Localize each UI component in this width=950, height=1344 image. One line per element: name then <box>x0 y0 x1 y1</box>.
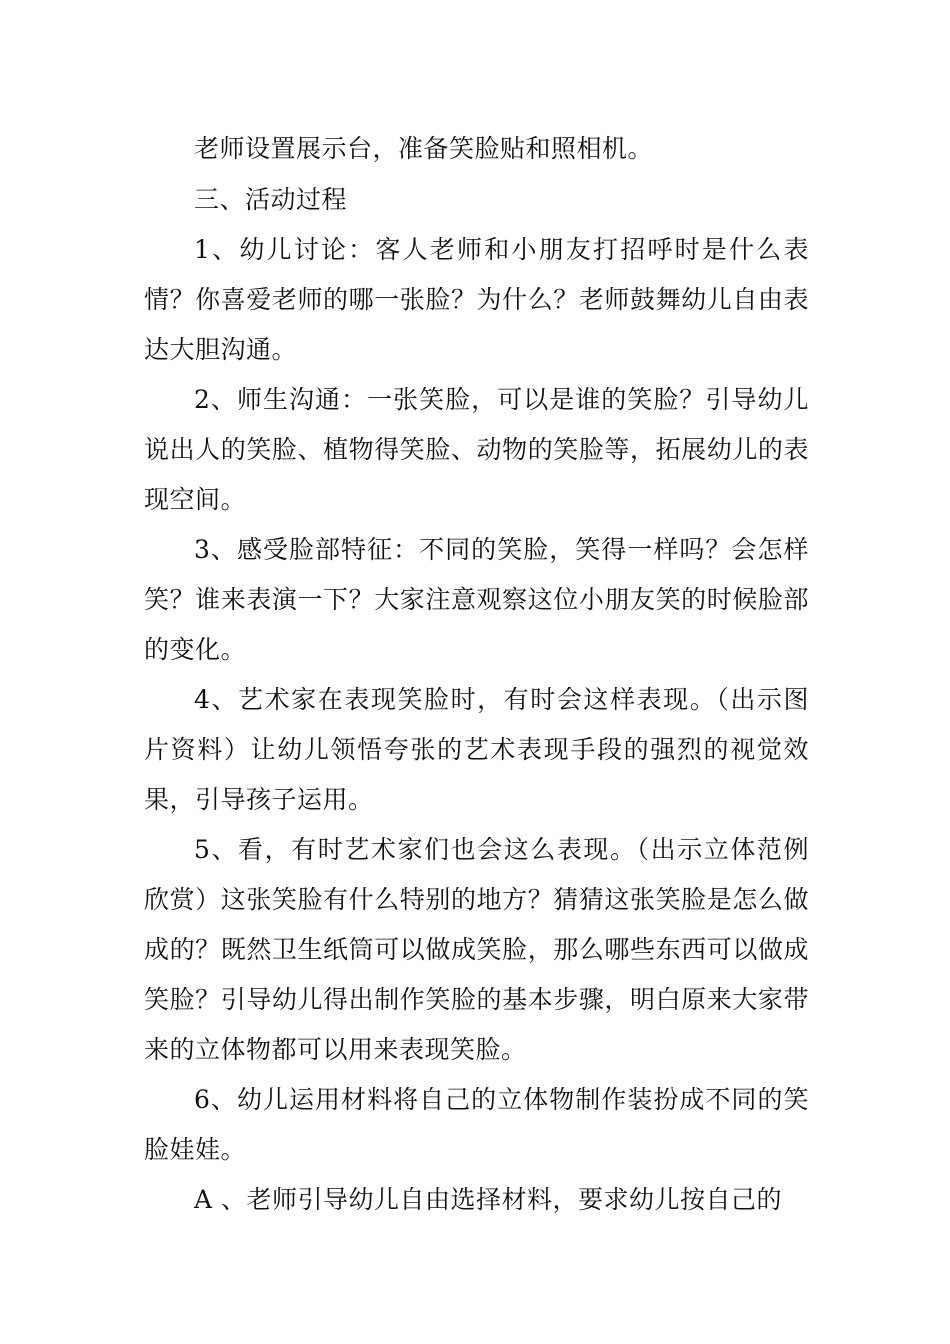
paragraph-step-2: 2、师生沟通：一张笑脸，可以是谁的笑脸？引导幼儿说出人的笑脸、植物得笑脸、动物的笑脸等，拓展幼儿的表现空间。 <box>144 385 809 514</box>
paragraph-step-6a: A 、老师引导幼儿自由选择材料，要求幼儿按自己的 <box>194 1185 783 1214</box>
document-body <box>144 124 809 1225</box>
paragraph-step-5: 5、看，有时艺术家们也会这么表现。（出示立体范例欣赏）这张笑脸有什么特别的地方？猜猜这张笑脸是怎么做成的？既然卫生纸筒可以做成笑脸，那么哪些东西可以做成笑脸？引导幼儿得出制作笑脸的基本步骤，明白原来大家带来的立体物都可以用来表现笑脸。 <box>144 835 809 1064</box>
paragraph-step-3: 3、感受脸部特征：不同的笑脸，笑得一样吗？会怎样笑？谁来表演一下？大家注意观察这位小朋友笑的时候脸部的变化。 <box>144 535 809 664</box>
section-heading-activity-process: 三、活动过程 <box>194 185 348 214</box>
paragraph-step-6: 6、幼儿运用材料将自己的立体物制作装扮成不同的笑脸娃娃。 <box>144 1085 809 1164</box>
paragraph-step-4: 4、艺术家在表现笑脸时，有时会这样表现。（出示图片资料）让幼儿领悟夸张的艺术表现手段的强烈的视觉效果，引导孩子运用。 <box>144 685 809 814</box>
paragraph-preparation: 老师设置展示台，准备笑脸贴和照相机。 <box>194 134 654 163</box>
paragraph-step-1: 1、幼儿讨论：客人老师和小朋友打招呼时是什么表情？你喜爱老师的哪一张脸？为什么？老师鼓舞幼儿自由表达大胆沟通。 <box>144 235 809 364</box>
